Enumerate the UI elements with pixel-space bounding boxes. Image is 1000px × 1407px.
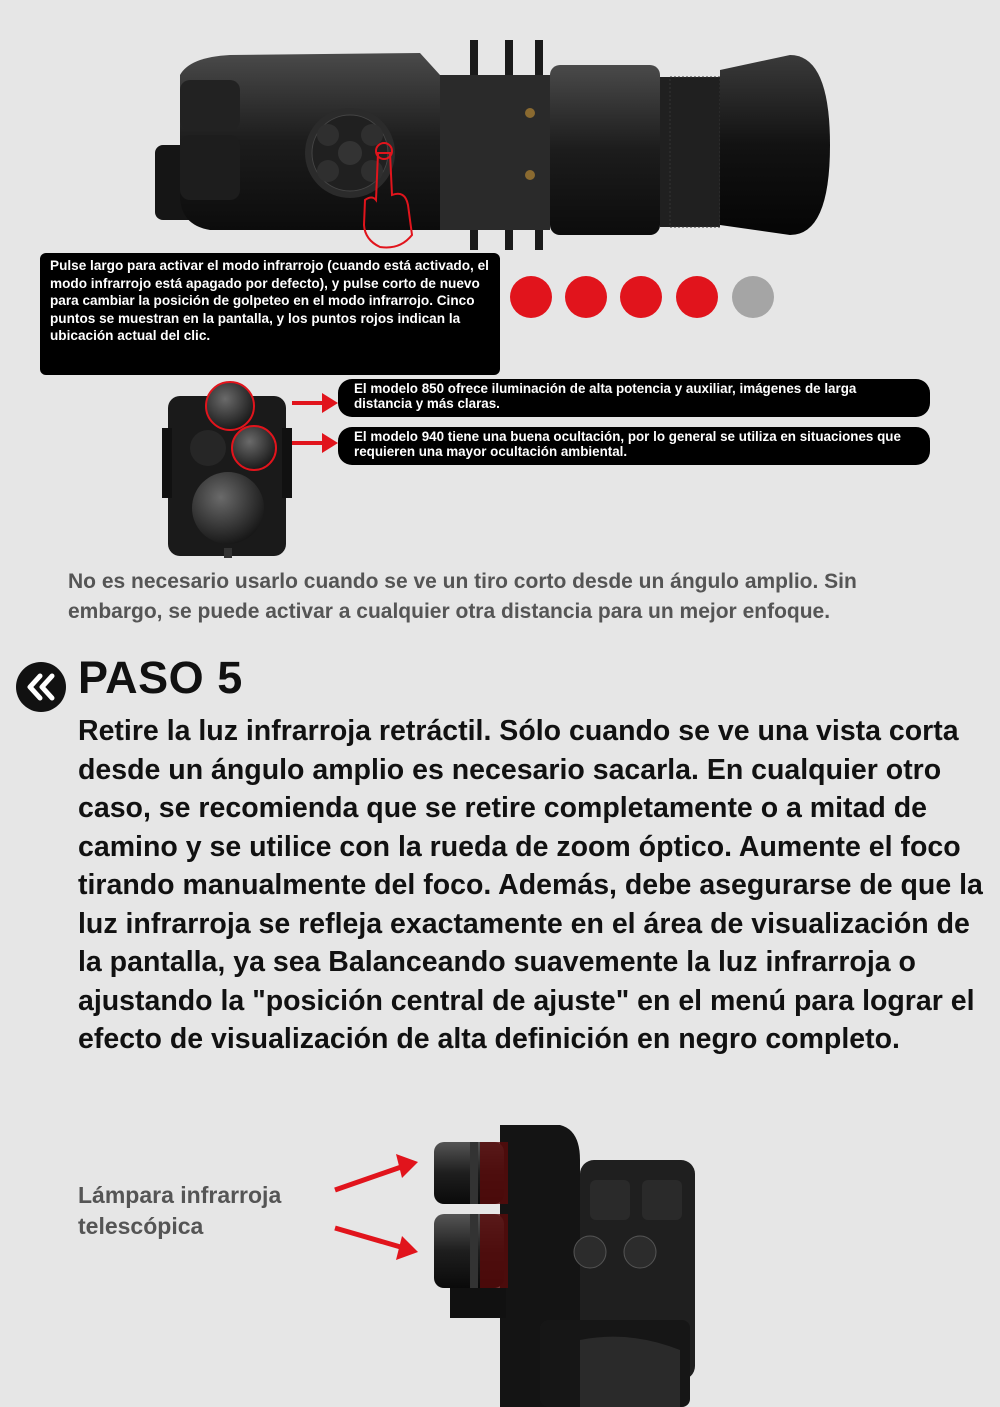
ir-module-illustration <box>158 378 298 558</box>
indicator-dot-1 <box>510 276 552 318</box>
telescopic-lamp-illustration <box>420 1120 700 1407</box>
infrared-mode-callout: Pulse largo para activar el modo infrarrojo (cuando está activado, el modo infrarrojo está apagado por defecto), y pulse corto de nuevo para cambiar la posición de golpeteo en el modo infrarrojo. Cinco puntos se muestran en la pantalla, y los puntos rojos indican la ubicación actual del clic. <box>40 253 500 375</box>
indicator-dot-4 <box>676 276 718 318</box>
indicator-dot-2 <box>565 276 607 318</box>
scope-top-illustration <box>150 35 840 255</box>
step-description: Retire la luz infrarroja retráctil. Sólo cuando se ve una vista corta desde un ángulo amplio es necesario sacarla. En cualquier otro caso, se recomienda que se retire completamente o a mitad de camino y se utilice con la rueda de zoom óptico. Aumente el foco tirando manualmente del foco. Además, debe asegurarse de que la luz infrarroja se refleja exactamente en el área de visualización de la pantalla, ya sea Balanceando suavemente la luz infrarroja o ajustando la "posición central de ajuste" en el menú para lograr el efecto de visualización de alta definición en negro completo. <box>78 715 983 1055</box>
arrow-icon <box>330 1150 430 1270</box>
model-850-info: El modelo 850 ofrece iluminación de alta potencia y auxiliar, imágenes de larga distancia y más claras. <box>338 379 930 417</box>
telescopic-lamp-label: Lámpara infrarroja telescópica <box>78 1182 282 1239</box>
step-title: PASO 5 <box>78 652 243 703</box>
usage-note: No es necesario usarlo cuando se ve un tiro corto desde un ángulo amplio. Sin embargo, se puede activar a cualquier otra distancia para un mejor enfoque. <box>68 570 857 623</box>
indicator-dot-3 <box>620 276 662 318</box>
arrow-icon <box>292 385 342 455</box>
double-chevron-left-icon <box>16 662 66 712</box>
model-940-info: El modelo 940 tiene una buena ocultación, por lo general se utiliza en situaciones que requieren una mayor ocultación ambiental. <box>338 427 930 465</box>
indicator-dot-5 <box>732 276 774 318</box>
